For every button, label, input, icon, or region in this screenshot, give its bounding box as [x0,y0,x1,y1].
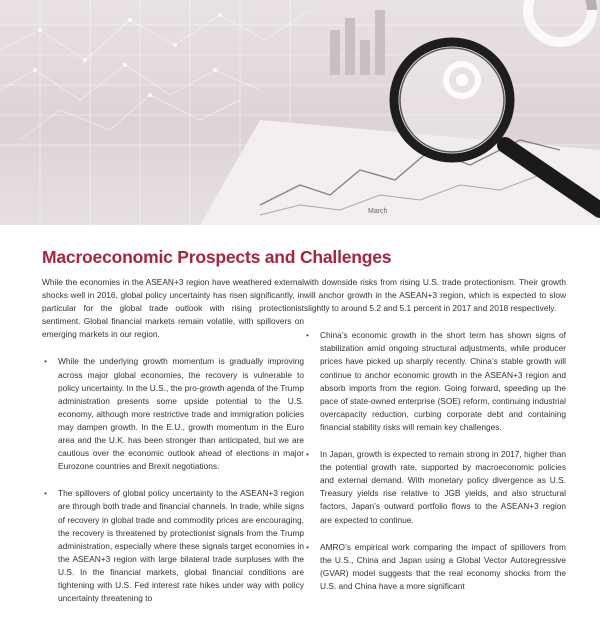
bullet-amro-gvar: • AMRO’s empirical work comparing the impact of spillovers from the U.S., China and Japan using a Global Vector Autoregressive (GVAR) model suggests that the real economy shocks from the U.S. and China have a more significant [304,541,566,593]
chart-label-march: March [368,208,388,215]
donut-chart-graphic [528,0,592,42]
bullet-global-growth: • While the underlying growth momentum is gradually improving across major global economies, the recovery is vulnerable to policy uncertainty. In the U.S., the pro-growth agenda of the Trump administration presents some upside potential to the U.S. economy, although more restrictive trade and immigration policies may dampen growth. In the E.U., growth momentum in the Euro area and the U.K. has been stronger than anticipated, but we are cautious over the economic outlook ahead of elections in major Eurozone countries and Brexit negotiations. [42,355,304,473]
continuation-paragraph: with downside risks from rising U.S. trade protectionism. Their growth will anchor growth in the ASEAN+3 region, which is expected to slow slightly to around 5.2 and 5.1 percent in 2017 and 2018 respectively. [304,277,566,314]
right-column [304,276,566,607]
bar-chart-graphic [330,10,385,75]
hero-image [0,0,600,225]
left-column [42,276,304,619]
intro-paragraph: While the economies in the ASEAN+3 region have weathered external shocks well in 2016, global policy uncertainty has risen significantly, in particular for the global trade outlook with rising protectionist sentiment. Global financial markets remain volatile, with spillovers on emerging markets in our region. [42,277,304,340]
section-heading: Macroeconomic Prospects and Challenges [42,247,392,267]
right-bullet-list [304,329,566,593]
financial-chart-photo [0,0,600,225]
bullet-japan: • In Japan, growth is expected to remain strong in 2017, higher than the potential growth rate, supported by macroeconomic policies and external demand. With monetary policy divergence as U.S. Treasury yields rise relative to JGB yields, and also structural factors, Japan’s outward portfolio flows to the ASEAN+3 region are expected to continue. [304,448,566,527]
bullet-china: • China’s economic growth in the short term has shown signs of stabilization amid ongoing structural adjustments, while producer prices have picked up sharply recently. China’s stable growth will continue to anchor economic growth in the ASEAN+3 region and absorb imports from the region. Going forward, speeding up the pace of state-owned enterprise (SOE) reform, continuing industrial overcapacity reduction, curbing corporate debt and containing financial stability risks will remain key challenges. [304,329,566,434]
left-bullet-list [42,355,304,605]
bullet-spillovers: • The spillovers of global policy uncertainty to the ASEAN+3 region are through both trade and financial channels. In trade, while signs of recovery in global trade and commodity prices are encouraging, the recovery is threatened by protectionist signals from the Trump administration, especially where these signals target economies in the ASEAN+3 region with large bilateral trade surpluses with the U.S. In the financial markets, global financial conditions are tightening with U.S. Fed interest rate hikes under way with policy uncertainty threatening to [42,487,304,605]
